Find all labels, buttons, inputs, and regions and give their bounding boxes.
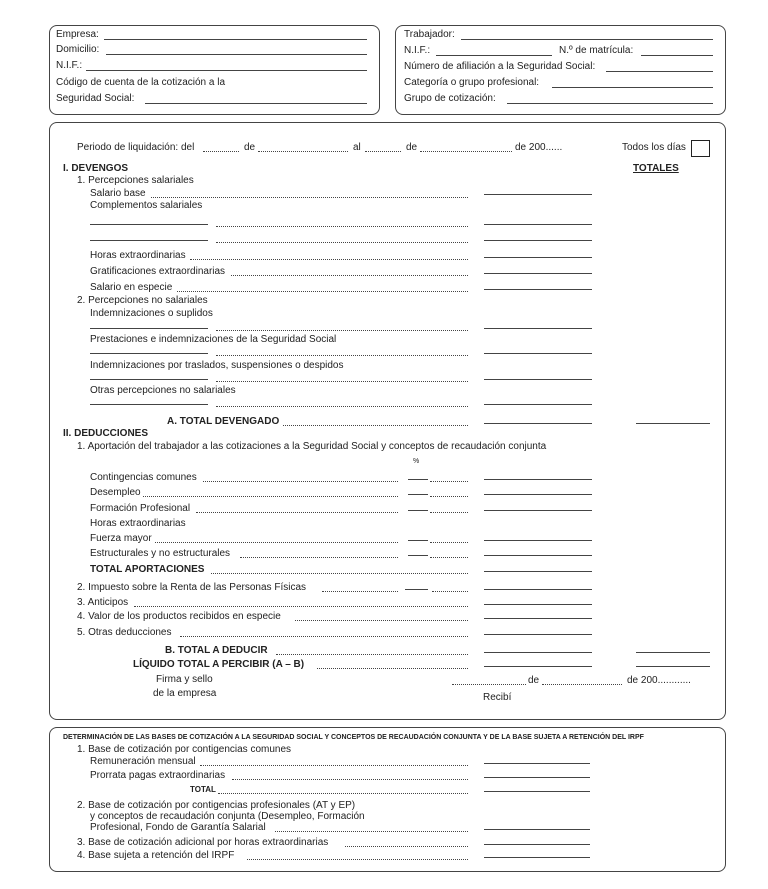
devengos-title: I. DEVENGOS [63,163,129,174]
complemento-2-amount[interactable] [484,240,592,241]
todos-los-dias-label: Todos los días [622,142,686,153]
total-devengado-dots [283,425,468,426]
indemnizaciones-amount[interactable] [484,328,592,329]
horas-extra-dots [190,259,468,260]
domicilio-field[interactable] [106,54,367,55]
otras-deducciones-dots [180,636,468,637]
anticipos-dots [134,606,468,607]
aportacion-label: 1. Aportación del trabajador a las cotizaciones a la Seguridad Social y conceptos de recaudación conjunta [77,441,547,452]
remuneracion-dots [200,765,468,766]
indemnizaciones-concepto[interactable] [90,328,208,329]
horas-extra-label: Horas extraordinarias [90,250,186,261]
horas-extra-amount[interactable] [484,257,592,258]
matricula-label: N.º de matrícula: [559,45,634,56]
periodo-de-2: de [406,142,418,153]
contingencias-label: Contingencias comunes [90,472,197,483]
periodo-al: al [353,142,361,153]
firma-sello-label: Firma y sello [156,674,213,685]
valor-especie-amount[interactable] [484,618,592,619]
seguridad-social-label: Seguridad Social: [56,93,135,104]
empresa-label: Empresa: [56,29,99,40]
porcentaje-header: % [413,458,420,465]
base-profesionales-label-3: Profesional, Fondo de Garantía Salarial [90,822,266,833]
total-devengado-sub[interactable] [484,423,592,424]
fuerza-mayor-label: Fuerza mayor [90,533,152,544]
totales-header: TOTALES [633,163,679,174]
deducciones-title: II. DEDUCCIONES [63,428,149,439]
categoria-field[interactable] [552,87,713,88]
liquido-sub[interactable] [484,666,592,667]
formacion-base[interactable] [430,512,468,513]
remuneracion-amount[interactable] [484,763,590,764]
recibi-label: Recibí [483,692,512,703]
otras-percepciones-dots [216,406,468,407]
desempleo-label: Desempleo [90,487,141,498]
prestaciones-label: Prestaciones e indemnizaciones de la Seguridad Social [90,334,337,345]
base-adicional-label: 3. Base de cotización adicional por horas extraordinarias [77,837,329,848]
afiliacion-label: Número de afiliación a la Seguridad Social: [404,61,596,72]
complementos-label: Complementos salariales [90,200,203,211]
traslados-concepto[interactable] [90,379,208,380]
total-devengado-amount[interactable] [636,423,710,424]
complemento-2-dots [216,242,468,243]
fecha-year-label: de 200............ [627,675,691,686]
estructurales-label: Estructurales y no estructurales [90,548,231,559]
formacion-amount[interactable] [484,510,592,511]
total-deducir-sub[interactable] [484,652,592,653]
desempleo-amount[interactable] [484,494,592,495]
valor-especie-label: 4. Valor de los productos recibidos en especie [77,611,281,622]
bases-title: DETERMINACIÓN DE LAS BASES DE COTIZACIÓN A LA SEGURIDAD SOCIAL Y CONCEPTOS DE RECAUDACIÓN CONJUNTA Y DE LA BASE SUJETA A RETENCIÓN DEL IRPF [63,734,644,741]
fecha-de-label: de [528,675,540,686]
valor-especie-dots [295,620,468,621]
base-adicional-amount[interactable] [484,844,590,845]
total-devengado-label: A. TOTAL DEVENGADO [167,416,280,427]
contingencias-base[interactable] [430,481,468,482]
base-adicional-dots [345,846,468,847]
traslados-amount[interactable] [484,379,592,380]
empresa-nif-label: N.I.F.: [56,60,83,71]
categoria-label: Categoría o grupo profesional: [404,77,540,88]
fecha-lugar[interactable] [452,684,526,685]
total-aportaciones-label: TOTAL APORTACIONES [90,564,205,575]
contingencias-dots [203,481,398,482]
contingencias-amount[interactable] [484,479,592,480]
empresa-nif-field[interactable] [86,70,367,71]
fecha-mes[interactable] [542,684,622,685]
salario-base-amount[interactable] [484,194,592,195]
complemento-1-concepto[interactable] [90,224,208,225]
anticipos-label: 3. Anticipos [77,597,129,608]
salario-base-dots [151,197,468,198]
prestaciones-amount[interactable] [484,353,592,354]
periodo-dia-fin[interactable] [365,151,401,152]
salario-base-label: Salario base [90,188,146,199]
anticipos-amount[interactable] [484,604,592,605]
otras-percepciones-label: Otras percepciones no salariales [90,385,236,396]
otras-deducciones-label: 5. Otras deducciones [77,627,172,638]
remuneracion-label: Remuneración mensual [90,756,196,767]
periodo-label: Periodo de liquidación: del [77,142,195,153]
estructurales-amount[interactable] [484,555,592,556]
total-deducir-dots [276,654,468,655]
trabajador-nif-field[interactable] [436,55,552,56]
base-irpf-dots [247,859,468,860]
formacion-label: Formación Profesional [90,503,191,514]
desempleo-dots [143,496,398,497]
periodo-de-1: de [244,142,256,153]
estructurales-dots [240,557,398,558]
base-profesionales-dots [275,831,468,832]
liquido-label: LÍQUIDO TOTAL A PERCIBIR (A – B) [133,659,305,670]
base-contingencias-label: 1. Base de cotización por contigencias comunes [77,744,292,755]
irpf-label: 2. Impuesto sobre la Renta de las Personas Físicas [77,582,307,593]
ded-horas-extra-label: Horas extraordinarias [90,518,186,529]
complemento-1-dots [216,226,468,227]
periodo-mes-inicio[interactable] [258,151,348,152]
grupo-cotizacion-field[interactable] [507,103,713,104]
fuerza-mayor-pct[interactable] [408,540,428,541]
desempleo-pct[interactable] [408,494,428,495]
bases-total-label: TOTAL [190,785,216,794]
trabajador-label: Trabajador: [404,29,455,40]
periodo-year: de 200...... [515,142,563,153]
otras-percepciones-concepto[interactable] [90,404,208,405]
prestaciones-dots [216,355,468,356]
total-aportaciones-dots [211,573,468,574]
base-irpf-label: 4. Base sujeta a retención del IRPF [77,850,235,861]
bases-total-amount[interactable] [484,791,590,792]
liquido-dots [317,668,468,669]
fuerza-mayor-base[interactable] [430,542,468,543]
desempleo-base[interactable] [430,496,468,497]
matricula-field[interactable] [641,55,713,56]
salario-especie-label: Salario en especie [90,282,173,293]
formacion-dots [196,512,398,513]
todos-los-dias-checkbox[interactable] [691,140,710,157]
prorrata-dots [232,779,468,780]
salario-especie-dots [177,291,468,292]
domicilio-label: Domicilio: [56,44,100,55]
salario-especie-amount[interactable] [484,289,592,290]
irpf-amount[interactable] [484,589,592,590]
irpf-dots [322,591,398,592]
complemento-1-amount[interactable] [484,224,592,225]
total-deducir-amount[interactable] [636,652,710,653]
fuerza-mayor-amount[interactable] [484,540,592,541]
gratificaciones-label: Gratificaciones extraordinarias [90,266,226,277]
indemnizaciones-dots [216,330,468,331]
base-profesionales-amount[interactable] [484,829,590,830]
formacion-pct[interactable] [408,510,428,511]
prestaciones-concepto[interactable] [90,353,208,354]
traslados-label: Indemnizaciones por traslados, suspensiones o despidos [90,360,344,371]
total-deducir-label: B. TOTAL A DEDUCIR [165,645,268,656]
trabajador-nif-label: N.I.F.: [404,45,431,56]
gratificaciones-amount[interactable] [484,273,592,274]
trabajador-field[interactable] [461,39,713,40]
percepciones-salariales: 1. Percepciones salariales [77,175,194,186]
prorrata-label: Prorrata pagas extraordinarias [90,770,226,781]
irpf-pct[interactable] [405,589,428,590]
gratificaciones-dots [231,275,468,276]
base-irpf-amount[interactable] [484,857,590,858]
prorrata-amount[interactable] [484,777,590,778]
estructurales-base[interactable] [430,557,468,558]
periodo-dia-inicio[interactable] [203,151,239,152]
periodo-mes-fin[interactable] [420,151,512,152]
contingencias-pct[interactable] [408,479,428,480]
estructurales-pct[interactable] [408,555,428,556]
codigo-cuenta-field[interactable] [145,103,367,104]
fuerza-mayor-dots [155,542,398,543]
otras-percepciones-amount[interactable] [484,404,592,405]
percepciones-no-salariales: 2. Percepciones no salariales [77,295,208,306]
grupo-cotizacion-label: Grupo de cotización: [404,93,496,104]
empresa-field[interactable] [104,39,367,40]
irpf-base[interactable] [432,591,468,592]
base-profesionales-label-1: 2. Base de cotización por contigencias profesionales (AT y EP) [77,800,356,811]
total-aportaciones-amount[interactable] [484,571,592,572]
indemnizaciones-label: Indemnizaciones o suplidos [90,308,213,319]
complemento-2-concepto[interactable] [90,240,208,241]
traslados-dots [216,381,468,382]
liquido-amount[interactable] [636,666,710,667]
base-profesionales-label-2: y conceptos de recaudación conjunta (Desempleo, Formación [90,811,365,822]
bases-total-dots [218,793,468,794]
otras-deducciones-amount[interactable] [484,634,592,635]
firma-empresa-label: de la empresa [153,688,217,699]
afiliacion-field[interactable] [606,71,713,72]
codigo-cuenta-label: Código de cuenta de la cotización a la [56,77,226,88]
